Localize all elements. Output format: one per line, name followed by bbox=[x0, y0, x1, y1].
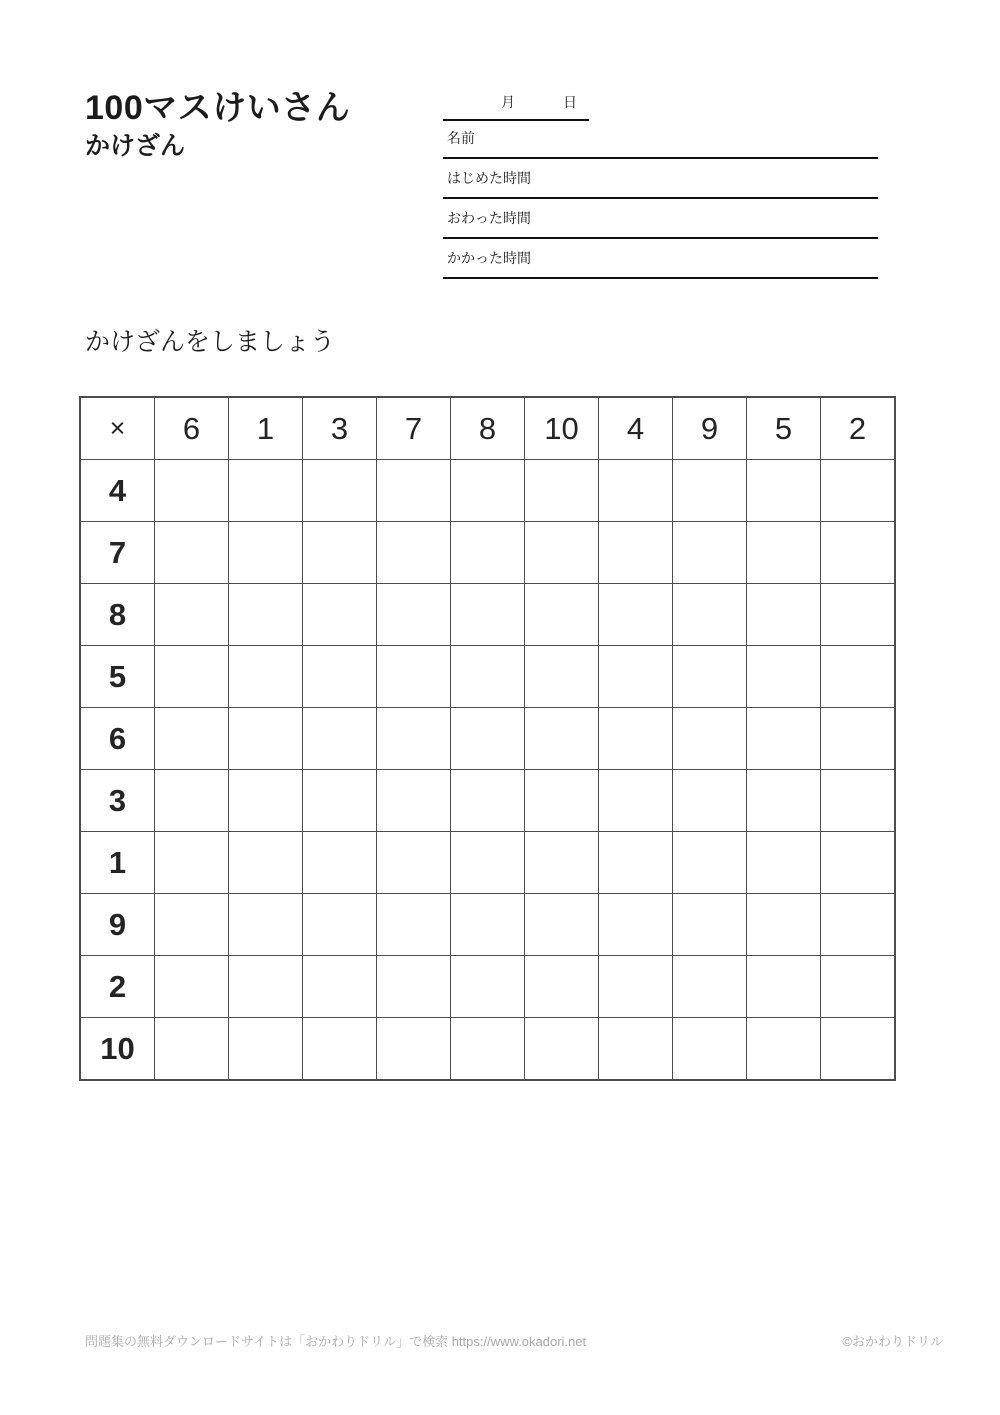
grid-answer-cell bbox=[599, 522, 673, 584]
grid-answer-cell bbox=[377, 584, 451, 646]
grid-col-header: 4 bbox=[599, 397, 673, 460]
grid-answer-cell bbox=[599, 770, 673, 832]
grid-answer-cell bbox=[377, 956, 451, 1018]
grid-row bbox=[80, 894, 895, 956]
grid-row-header: 5 bbox=[80, 646, 155, 708]
grid-col-header: 2 bbox=[821, 397, 896, 460]
page-title: 100マスけいさん bbox=[85, 89, 351, 127]
grid-answer-cell bbox=[821, 460, 896, 522]
grid-answer-cell bbox=[821, 522, 896, 584]
grid-row-header: 1 bbox=[80, 832, 155, 894]
footer-copyright: ©おかわりドリル bbox=[842, 1334, 943, 1349]
grid-answer-cell bbox=[155, 584, 229, 646]
grid-answer-cell bbox=[599, 1018, 673, 1081]
multiplication-grid-body bbox=[80, 397, 895, 1080]
month-label: 月 bbox=[501, 94, 515, 110]
grid-answer-cell bbox=[673, 460, 747, 522]
grid-answer-cell bbox=[229, 522, 303, 584]
grid-row bbox=[80, 832, 895, 894]
grid-answer-cell bbox=[303, 522, 377, 584]
grid-answer-cell bbox=[821, 956, 896, 1018]
grid-answer-cell bbox=[229, 832, 303, 894]
grid-answer-cell bbox=[229, 646, 303, 708]
grid-answer-cell bbox=[377, 646, 451, 708]
grid-answer-cell bbox=[377, 770, 451, 832]
grid-answer-cell bbox=[303, 646, 377, 708]
grid-answer-cell bbox=[155, 832, 229, 894]
grid-answer-cell bbox=[525, 646, 599, 708]
grid-answer-cell bbox=[525, 460, 599, 522]
grid-answer-cell bbox=[451, 522, 525, 584]
grid-row bbox=[80, 1018, 895, 1081]
grid-answer-cell bbox=[229, 460, 303, 522]
grid-answer-cell bbox=[377, 1018, 451, 1081]
grid-answer-cell bbox=[747, 708, 821, 770]
grid-answer-cell bbox=[451, 708, 525, 770]
grid-row-header: 2 bbox=[80, 956, 155, 1018]
grid-answer-cell bbox=[525, 832, 599, 894]
grid-answer-cell bbox=[599, 646, 673, 708]
grid-answer-cell bbox=[303, 894, 377, 956]
grid-answer-cell bbox=[229, 584, 303, 646]
grid-answer-cell bbox=[377, 894, 451, 956]
grid-answer-cell bbox=[673, 522, 747, 584]
grid-answer-cell bbox=[747, 1018, 821, 1081]
grid-answer-cell bbox=[821, 584, 896, 646]
elapsed-time-label: かかった時間 bbox=[447, 250, 531, 266]
grid-answer-cell bbox=[155, 956, 229, 1018]
grid-answer-cell bbox=[599, 956, 673, 1018]
grid-col-header: 9 bbox=[673, 397, 747, 460]
grid-col-header: 8 bbox=[451, 397, 525, 460]
grid-row bbox=[80, 708, 895, 770]
grid-col-header: 3 bbox=[303, 397, 377, 460]
start-time-field bbox=[443, 157, 878, 199]
grid-col-header: 6 bbox=[155, 397, 229, 460]
grid-answer-cell bbox=[525, 708, 599, 770]
grid-answer-cell bbox=[525, 770, 599, 832]
start-time-label: はじめた時間 bbox=[447, 170, 531, 186]
grid-answer-cell bbox=[673, 956, 747, 1018]
name-label: 名前 bbox=[447, 130, 475, 146]
grid-answer-cell bbox=[303, 1018, 377, 1081]
page-subtitle: かけざん bbox=[85, 132, 186, 160]
grid-answer-cell bbox=[599, 460, 673, 522]
grid-answer-cell bbox=[451, 584, 525, 646]
grid-row bbox=[80, 522, 895, 584]
grid-answer-cell bbox=[599, 708, 673, 770]
grid-answer-cell bbox=[747, 770, 821, 832]
grid-answer-cell bbox=[303, 956, 377, 1018]
grid-answer-cell bbox=[377, 708, 451, 770]
grid-answer-cell bbox=[377, 460, 451, 522]
grid-col-header: 5 bbox=[747, 397, 821, 460]
grid-row bbox=[80, 584, 895, 646]
grid-answer-cell bbox=[155, 522, 229, 584]
grid-answer-cell bbox=[821, 646, 896, 708]
day-label: 日 bbox=[563, 94, 577, 110]
grid-col-header: 7 bbox=[377, 397, 451, 460]
grid-answer-cell bbox=[155, 1018, 229, 1081]
grid-answer-cell bbox=[229, 770, 303, 832]
grid-answer-cell bbox=[673, 894, 747, 956]
grid-answer-cell bbox=[451, 1018, 525, 1081]
grid-answer-cell bbox=[821, 1018, 896, 1081]
grid-answer-cell bbox=[451, 460, 525, 522]
grid-answer-cell bbox=[229, 1018, 303, 1081]
grid-row bbox=[80, 646, 895, 708]
grid-row-header: 4 bbox=[80, 460, 155, 522]
grid-answer-cell bbox=[303, 460, 377, 522]
grid-answer-cell bbox=[451, 894, 525, 956]
end-time-label: おわった時間 bbox=[447, 210, 531, 226]
grid-answer-cell bbox=[303, 832, 377, 894]
grid-answer-cell bbox=[229, 894, 303, 956]
grid-answer-cell bbox=[821, 708, 896, 770]
grid-answer-cell bbox=[747, 956, 821, 1018]
grid-answer-cell bbox=[155, 770, 229, 832]
grid-answer-cell bbox=[673, 832, 747, 894]
grid-answer-cell bbox=[155, 646, 229, 708]
grid-col-header: 10 bbox=[525, 397, 599, 460]
grid-answer-cell bbox=[303, 770, 377, 832]
grid-answer-cell bbox=[525, 522, 599, 584]
grid-col-header: 1 bbox=[229, 397, 303, 460]
grid-answer-cell bbox=[303, 708, 377, 770]
name-field bbox=[443, 119, 878, 159]
grid-answer-cell bbox=[747, 584, 821, 646]
grid-row-header: 8 bbox=[80, 584, 155, 646]
instruction-text: かけざんをしましょう bbox=[85, 328, 336, 356]
grid-row-header: 6 bbox=[80, 708, 155, 770]
grid-answer-cell bbox=[451, 770, 525, 832]
grid-answer-cell bbox=[747, 832, 821, 894]
grid-answer-cell bbox=[525, 1018, 599, 1081]
grid-answer-cell bbox=[821, 894, 896, 956]
grid-answer-cell bbox=[599, 584, 673, 646]
grid-answer-cell bbox=[377, 522, 451, 584]
grid-row bbox=[80, 956, 895, 1018]
grid-header-row bbox=[80, 397, 895, 460]
grid-answer-cell bbox=[155, 894, 229, 956]
grid-row bbox=[80, 460, 895, 522]
grid-answer-cell bbox=[673, 1018, 747, 1081]
grid-answer-cell bbox=[377, 832, 451, 894]
grid-answer-cell bbox=[229, 956, 303, 1018]
grid-answer-cell bbox=[599, 832, 673, 894]
grid-answer-cell bbox=[673, 708, 747, 770]
grid-answer-cell bbox=[821, 770, 896, 832]
grid-answer-cell bbox=[451, 956, 525, 1018]
grid-row-header: 10 bbox=[80, 1018, 155, 1081]
elapsed-time-field bbox=[443, 237, 878, 279]
grid-answer-cell bbox=[525, 956, 599, 1018]
grid-answer-cell bbox=[821, 832, 896, 894]
grid-answer-cell bbox=[303, 584, 377, 646]
grid-answer-cell bbox=[673, 584, 747, 646]
grid-answer-cell bbox=[229, 708, 303, 770]
multiplication-grid bbox=[79, 396, 896, 1081]
footer-site-text: 問題集の無料ダウンロードサイトは「おかわりドリル」で検索 https://www.okadori.net bbox=[85, 1334, 587, 1349]
grid-answer-cell bbox=[155, 460, 229, 522]
grid-answer-cell bbox=[451, 646, 525, 708]
grid-answer-cell bbox=[673, 770, 747, 832]
grid-answer-cell bbox=[451, 832, 525, 894]
grid-row bbox=[80, 770, 895, 832]
grid-answer-cell bbox=[747, 522, 821, 584]
grid-answer-cell bbox=[525, 584, 599, 646]
grid-answer-cell bbox=[747, 646, 821, 708]
grid-operator-cell: × bbox=[80, 397, 155, 460]
end-time-field bbox=[443, 197, 878, 239]
grid-row-header: 7 bbox=[80, 522, 155, 584]
grid-answer-cell bbox=[155, 708, 229, 770]
grid-answer-cell bbox=[599, 894, 673, 956]
grid-row-header: 9 bbox=[80, 894, 155, 956]
grid-answer-cell bbox=[525, 894, 599, 956]
date-write-line bbox=[443, 88, 589, 121]
grid-answer-cell bbox=[673, 646, 747, 708]
grid-answer-cell bbox=[747, 460, 821, 522]
grid-answer-cell bbox=[747, 894, 821, 956]
grid-row-header: 3 bbox=[80, 770, 155, 832]
